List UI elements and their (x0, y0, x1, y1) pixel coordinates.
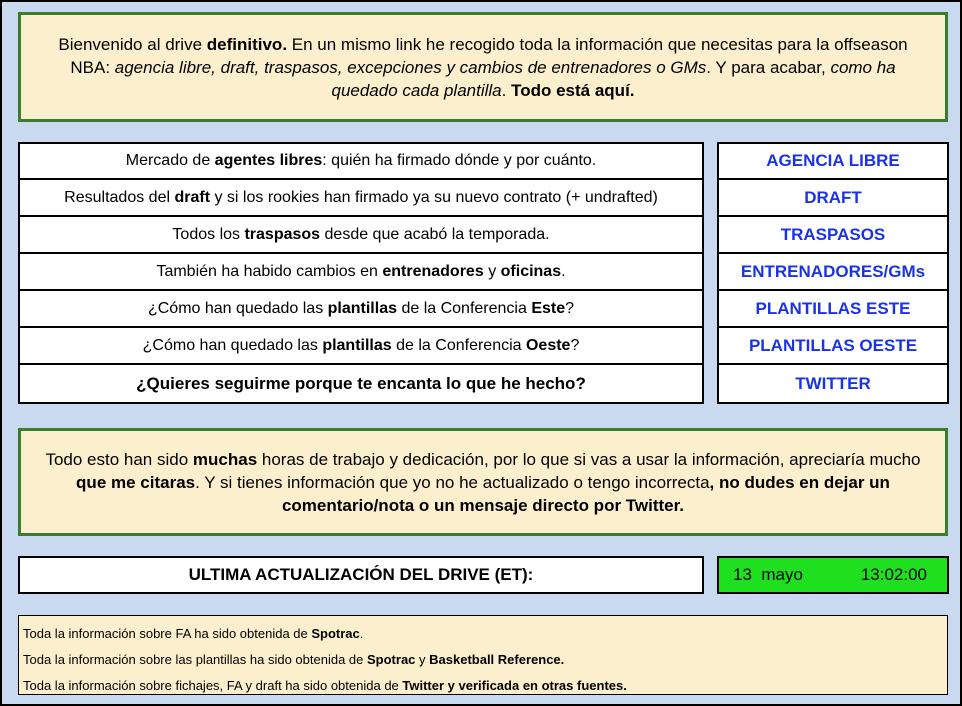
row-text-part: También ha habido cambios en (156, 262, 383, 280)
source-line-signings (23, 673, 947, 699)
link-plantillas-oeste[interactable]: PLANTILLAS OESTE (717, 327, 949, 364)
intro-text-part: . (501, 80, 512, 100)
source-line-fa (23, 621, 947, 647)
row-text-part: : quién ha firmado dónde y por cuánto. (322, 152, 597, 169)
source-text-part: . (359, 626, 364, 641)
intro-text-part: . Y para acabar, (706, 57, 831, 77)
row-text-part: Mercado de (125, 152, 215, 169)
row-text-part: traspasos (244, 225, 321, 243)
source-text-part: Toda la información sobre las plantillas ha sido obtenida de (23, 652, 367, 667)
row-text-part: ¿Cómo han quedado las (147, 299, 328, 317)
link-draft[interactable]: DRAFT (717, 179, 949, 216)
source-text-part: Toda la información sobre fichajes, FA y draft ha sido obtenida de (23, 678, 403, 693)
row-text-part: . (561, 262, 566, 280)
description-trades (18, 216, 704, 253)
description-draft (18, 179, 704, 216)
row-text-part: de la Conferencia (397, 299, 532, 317)
thanks-text-part: , no dudes en dejar un comentario/nota o un mensaje directo por Twitter. (281, 472, 895, 515)
thanks-text-part: Todo esto han sido (45, 449, 193, 469)
row-text-part: Este (531, 299, 566, 317)
description-coaches (18, 253, 704, 290)
row-text-part: ¿Cómo han quedado las (142, 336, 323, 354)
last-update-value (717, 556, 949, 594)
row-text-part: Todos los (172, 225, 245, 243)
row-text-part: y (483, 262, 501, 280)
intro-text (45, 33, 921, 102)
row-text-part: Oeste (525, 336, 571, 354)
source-text-part: Spotrac (311, 626, 360, 641)
thanks-text-part: horas de trabajo y dedicación, por lo que si vas a usar la información, apreciaría mucho (257, 449, 926, 469)
description-free-agency (18, 142, 704, 179)
row-text-part: entrenadores (382, 262, 484, 280)
intro-text-part: En un mismo link he recogido toda la información que necesitas para la offseason NBA: (70, 34, 913, 77)
source-text-part: Basketball Reference. (429, 652, 565, 667)
row-text-part: de la Conferencia (391, 336, 526, 354)
thanks-text (33, 448, 933, 517)
description-west-rosters (18, 327, 704, 364)
row-text-part: plantillas (327, 299, 397, 317)
last-update-label: ULTIMA ACTUALIZACIÓN DEL DRIVE (ET): (18, 556, 704, 594)
intro-text-part: como ha quedado cada plantilla (331, 57, 901, 100)
link-traspasos[interactable]: TRASPASOS (717, 216, 949, 253)
description-east-rosters (18, 290, 704, 327)
source-text-part: Twitter y verificada en otras fuentes. (402, 678, 627, 693)
thanks-text-part: muchas (192, 449, 258, 469)
intro-text-part: agencia libre, draft, traspasos, excepciones y cambios de entrenadores o GMs (114, 57, 707, 77)
thanks-text-part: que me citaras (76, 472, 196, 492)
source-text-part: Toda la información sobre FA ha sido obtenida de (23, 626, 312, 641)
row-text-part: agentes libres (214, 152, 323, 169)
last-update-date: 13 mayo (733, 565, 803, 584)
row-text-part: ? (565, 299, 575, 317)
link-agencia-libre[interactable]: AGENCIA LIBRE (717, 142, 949, 179)
link-twitter[interactable]: TWITTER (717, 364, 949, 404)
row-text-part: Resultados del (64, 188, 175, 206)
thanks-banner (18, 428, 948, 536)
source-line-rosters (23, 647, 947, 673)
row-text-part: desde que acabó la temporada. (320, 225, 550, 243)
row-text-part: plantillas (322, 336, 392, 354)
thanks-text-part: . Y si tienes información que yo no he actualizado o tengo incorrecta (195, 472, 710, 492)
intro-banner (18, 12, 948, 122)
row-text-part: y si los rookies han firmado ya su nuevo contrato (+ undrafted) (210, 188, 658, 206)
description-twitter (18, 364, 704, 404)
row-text-part: ? (570, 336, 580, 354)
intro-text-part: Todo está aquí. (511, 80, 635, 100)
section-descriptions (18, 142, 704, 404)
row-text-part: draft (174, 188, 211, 206)
intro-text-part: Bienvenido al drive (58, 34, 207, 54)
row-text-part: oficinas (500, 262, 562, 280)
sources-note (18, 615, 948, 695)
source-text-part: y (415, 652, 430, 667)
last-update-time: 13:02:00 (860, 565, 927, 584)
row-text-part: ¿Quieres seguirme porque te encanta lo que he hecho? (136, 373, 586, 393)
intro-text-part: definitivo. (206, 34, 288, 54)
section-links (717, 142, 949, 404)
link-entrenadores-gms[interactable]: ENTRENADORES/GMs (717, 253, 949, 290)
source-text-part: Spotrac (367, 652, 416, 667)
link-plantillas-este[interactable]: PLANTILLAS ESTE (717, 290, 949, 327)
